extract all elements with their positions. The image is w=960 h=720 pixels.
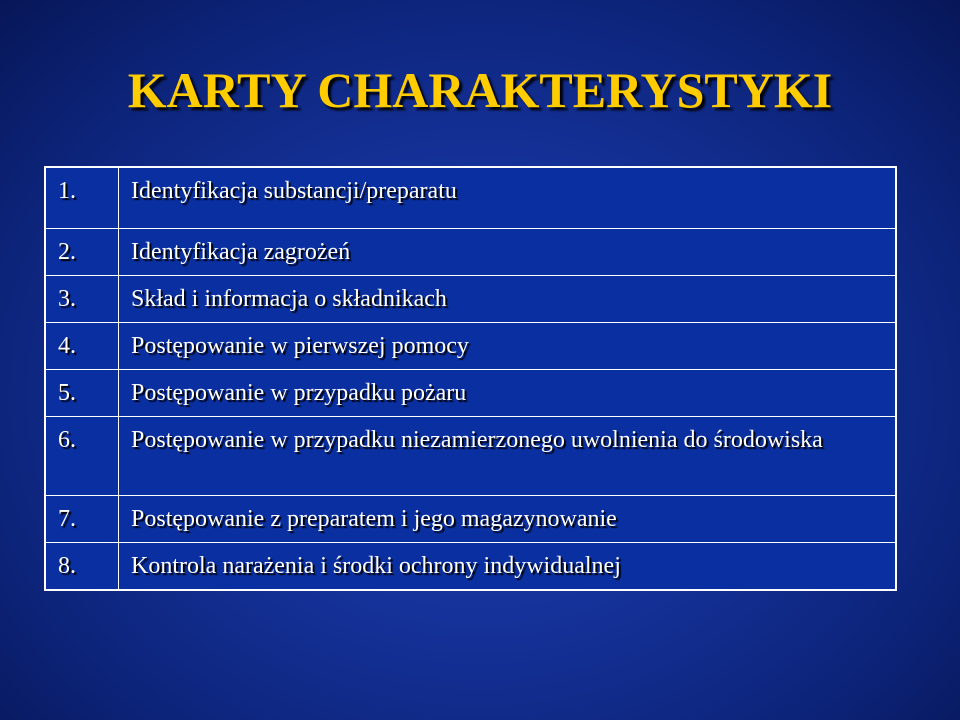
row-number: 1. (45, 167, 119, 229)
row-number: 5. (45, 370, 119, 417)
table-row (45, 276, 896, 323)
row-number: 7. (45, 496, 119, 543)
row-text: Identyfikacja zagrożeń (119, 229, 897, 276)
row-number: 2. (45, 229, 119, 276)
table-row (45, 323, 896, 370)
row-number: 8. (45, 543, 119, 591)
table-row (45, 496, 896, 543)
row-text: Skład i informacja o składnikach (119, 276, 897, 323)
row-number: 4. (45, 323, 119, 370)
table-row (45, 370, 896, 417)
row-text: Postępowanie w przypadku pożaru (119, 370, 897, 417)
table-row (45, 229, 896, 276)
row-number: 3. (45, 276, 119, 323)
row-text: Postępowanie w przypadku niezamierzonego uwolnienia do środowiska (119, 417, 897, 496)
table-row (45, 417, 896, 496)
slide-title: KARTY CHARAKTERYSTYKI (127, 62, 833, 118)
row-text: Postępowanie w pierwszej pomocy (119, 323, 897, 370)
table-row (45, 167, 896, 229)
row-text: Identyfikacja substancji/preparatu (119, 167, 897, 229)
row-text: Kontrola narażenia i środki ochrony indywidualnej (119, 543, 897, 591)
row-text: Postępowanie z preparatem i jego magazynowanie (119, 496, 897, 543)
row-number: 6. (45, 417, 119, 496)
table-row (45, 543, 896, 591)
sds-sections-table (44, 166, 897, 591)
